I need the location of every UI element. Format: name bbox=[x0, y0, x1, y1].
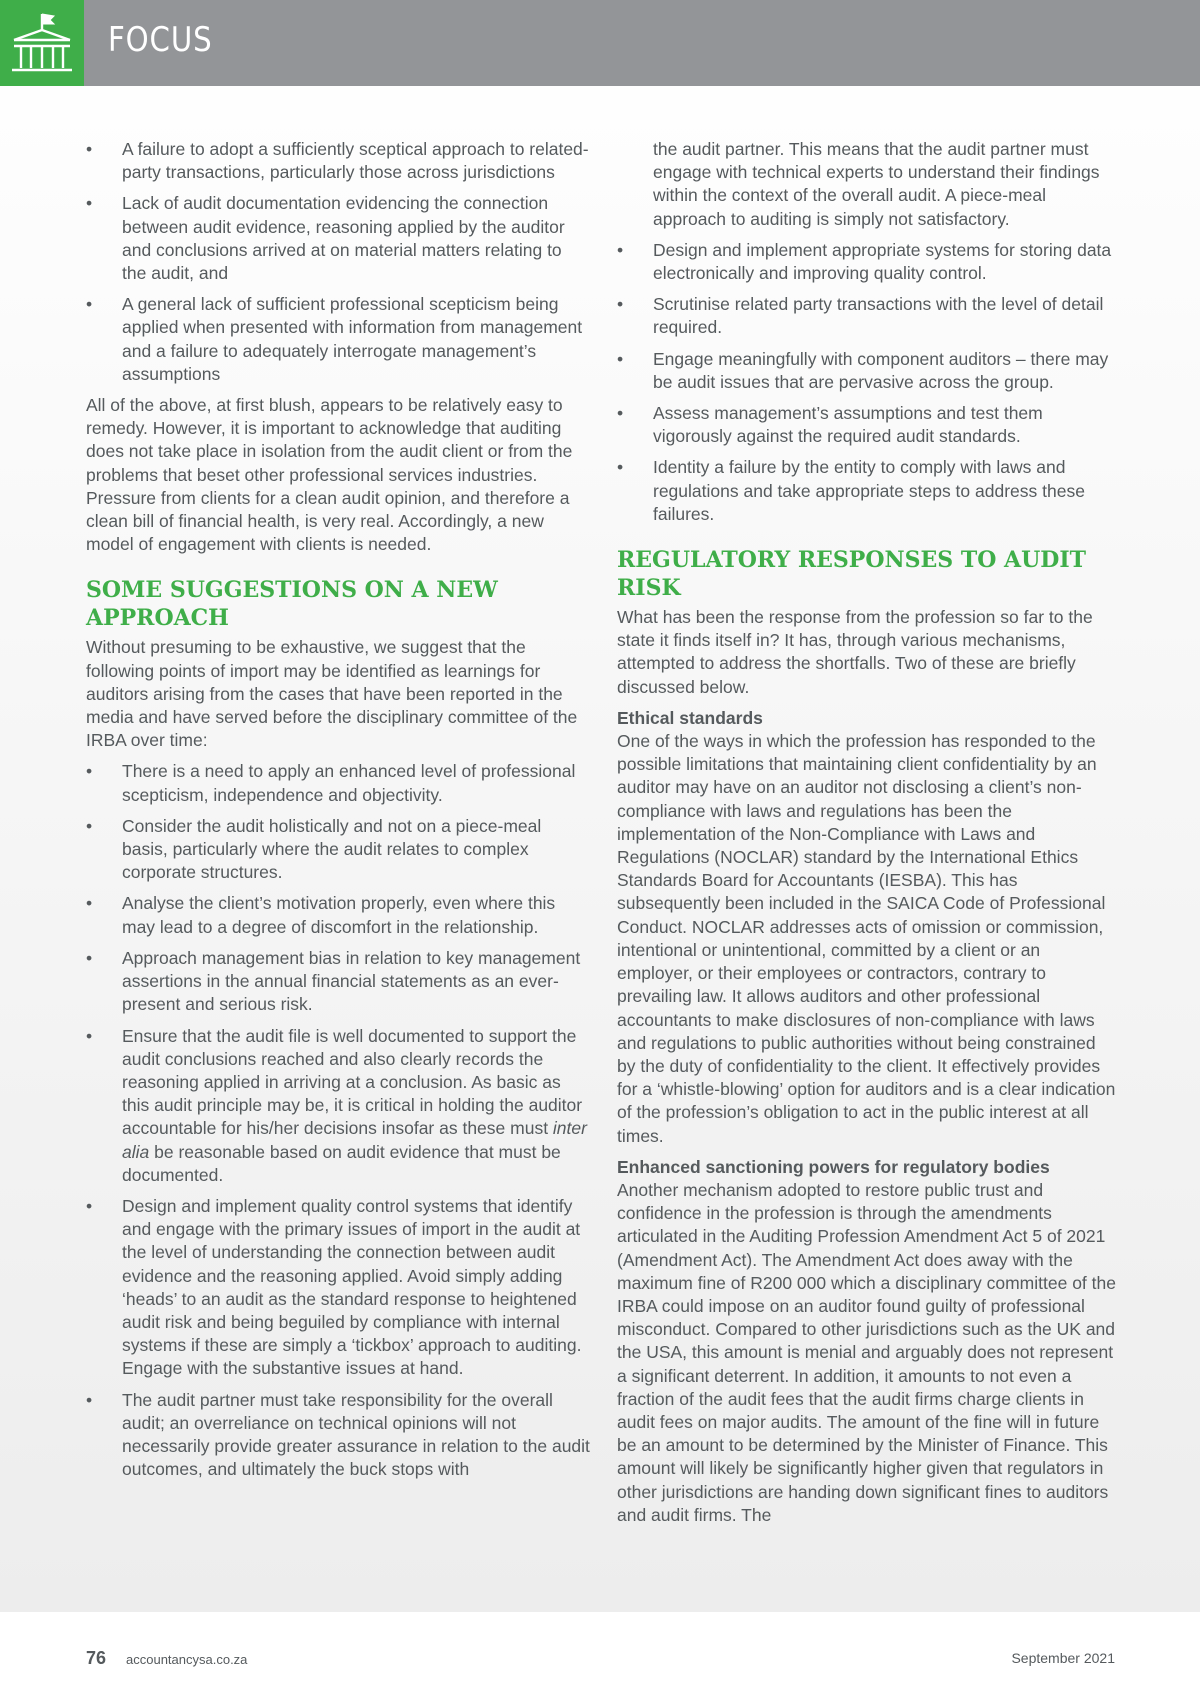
sanctions-paragraph: Another mechanism adopted to restore public trust and confidence in the profession is through the amendments articulated in the Auditing Profession Amendment Act 5 of 2021 (Amendment Act). The Amendment Act does away with the maximum fine of R200 000 which a disciplinary committee of the IRBA could impose on an auditor found guilty of professional misconduct. Compared to other jurisdictions such as the UK and the USA, this amount is menial and arguably does not represent a significant deterrent. In addition, it amounts to not even a fraction of the audit fees that the audit firms charge clients in audit fees on major audits. The amount of the fine will in future be an amount to be determined by the Minister of Finance. This amount will likely be significantly higher given that regulators in other jurisdictions are handing down significant fines to auditors and audit firms. The bbox=[617, 1179, 1116, 1525]
bullet-icon: • bbox=[617, 239, 624, 260]
footer bbox=[0, 1612, 1200, 1696]
page-number: 76 bbox=[86, 1648, 107, 1668]
list-item-text: Lack of audit documentation evidencing the connection between audit evidence, reasoning applied by the auditor and conclusions arrived at on material matters relating to the audit, and bbox=[122, 193, 565, 284]
suggestions-intro: Without presuming to be exhaustive, we suggest that the following points of import may be identified as learnings for auditors arising from the cases that have been reported in the media and have served before the disciplinary committee of the IRBA over time: bbox=[86, 637, 578, 751]
failure-bullet-list bbox=[86, 138, 590, 386]
list-item bbox=[86, 947, 590, 1017]
list-item bbox=[86, 892, 590, 938]
list-item bbox=[86, 1389, 590, 1482]
list-item-text: Design and implement appropriate systems for storing data electronically and improving quality control. bbox=[653, 239, 1112, 284]
list-item bbox=[617, 239, 1117, 285]
list-item bbox=[617, 402, 1117, 448]
list-item-text: Engage meaningfully with component auditors – there may be audit issues that are pervasive across the group. bbox=[653, 348, 1109, 392]
left-column bbox=[86, 138, 590, 1489]
issue-date: September 2021 bbox=[1011, 1650, 1115, 1666]
bullet-icon: • bbox=[86, 947, 93, 968]
bullet-icon: • bbox=[617, 294, 624, 315]
list-item bbox=[86, 760, 590, 806]
bullet-icon: • bbox=[86, 1389, 93, 1410]
bullet-icon: • bbox=[617, 403, 624, 424]
list-item bbox=[617, 348, 1117, 394]
list-item bbox=[86, 1025, 590, 1187]
list-item-text: Consider the audit holistically and not on a piece-meal basis, particularly where the audit relates to complex corporate structures. bbox=[122, 815, 542, 883]
list-item-text: Approach management bias in relation to key management assertions in the annual financial statements as an ever-present and serious risk. bbox=[122, 947, 581, 1015]
bullet-icon: • bbox=[86, 193, 93, 214]
recommendations-bullet-list bbox=[617, 239, 1117, 526]
list-item bbox=[86, 1195, 590, 1381]
continued-bullet-text: the audit partner. This means that the audit partner must engage with technical experts to understand their findings within the context of the overall audit. A piece-meal approach to auditing is simply not satisfactory. bbox=[653, 139, 1100, 229]
list-item-text: Scrutinise related party transactions with the level of detail required. bbox=[653, 294, 1104, 338]
section-heading-new-approach: SOME SUGGESTIONS ON A NEW APPROACH bbox=[86, 577, 498, 632]
list-item-text: Assess management’s assumptions and test them vigorously against the required audit standards. bbox=[653, 403, 1043, 447]
logo-box bbox=[0, 0, 84, 86]
list-item-text: Identity a failure by the entity to comply with laws and regulations and take appropriate steps to address these failures. bbox=[653, 457, 1085, 524]
bullet-icon: • bbox=[86, 893, 93, 914]
bullet-icon: • bbox=[86, 139, 93, 159]
list-item-text: A general lack of sufficient professional scepticism being applied when presented with information from management and a failure to adequately interrogate management’s assumptions bbox=[122, 294, 583, 384]
list-item-text: Design and implement quality control systems that identify and engage with the primary issues of import in the audit at the level of understanding the connection between audit evidence and the reasoning applied. Avoid simply adding ‘heads’ to an audit as the standard response to heightened audit risk and being beguiled by compliance with internal systems if these are simply a ‘tickbox’ approach to auditing. Engage with the substantive issues at hand. bbox=[122, 1195, 582, 1379]
bullet-icon: • bbox=[86, 294, 93, 315]
bullet-icon: • bbox=[617, 457, 624, 478]
bullet-icon: • bbox=[86, 1195, 93, 1216]
list-item-text: A failure to adopt a sufficiently sceptical approach to related-party transactions, particularly those across jurisdictions bbox=[122, 139, 589, 183]
bullet-icon: • bbox=[86, 761, 93, 782]
section-title: FOCUS bbox=[108, 20, 213, 60]
right-column bbox=[617, 138, 1117, 1535]
list-item bbox=[86, 138, 590, 184]
list-item-text: There is a need to apply an enhanced level of professional scepticism, independence and objectivity. bbox=[122, 761, 576, 805]
list-item bbox=[86, 815, 590, 885]
regulatory-intro: What has been the response from the profession so far to the state it finds itself in? It has, through various mechanisms, attempted to address the shortfalls. Two of these are briefly discussed below. bbox=[617, 607, 1093, 697]
list-item-text bbox=[122, 1026, 587, 1185]
list-item bbox=[617, 293, 1117, 339]
bullet-icon: • bbox=[86, 1025, 93, 1046]
section-heading-regulatory: REGULATORY RESPONSES TO AUDIT RISK bbox=[617, 547, 1087, 602]
list-item-text: The audit partner must take responsibility for the overall audit; an overreliance on technical opinions will not necessarily provide greater assurance in relation to the audit outcomes, and ultimately the buck stops with bbox=[122, 1389, 590, 1480]
website-link[interactable]: accountancysa.co.za bbox=[126, 1652, 248, 1667]
body-paragraph: All of the above, at first blush, appears to be relatively easy to remedy. However, it is important to acknowledge that auditing does not take place in isolation from the audit client or from the problems that beset other professional services industries. Pressure from clients for a clean audit opinion, and therefore a clean bill of financial health, is very real. Accordingly, a new model of engagement with clients is needed. bbox=[86, 395, 573, 555]
list-item bbox=[86, 293, 590, 386]
subheading-sanctioning-powers: Enhanced sanctioning powers for regulatory bodies bbox=[617, 1156, 1050, 1177]
ethics-paragraph: One of the ways in which the profession has responded to the possible limitations that maintaining client confidentiality by an auditor may have on an auditor not disclosing a client’s non-compliance with laws and regulations has been the implementation of the Non-Compliance with Laws and Regulations (NOCLAR) standard by the International Ethics Standards Board for Accountants (IESBA). This has subsequently been included in the SAICA Code of Professional Conduct. NOCLAR addresses acts of omission or commission, intentional or unintentional, committed by a client or an employer, or their employees or contractors, contrary to prevailing law. It allows auditors and other professional accountants to make disclosures of non-compliance with laws and regulations to public authorities without being constrained by the duty of confidentiality to the client. It effectively provides for a ‘whistle-blowing’ option for auditors and is a clear indication of the profession’s obligation to act in the public interest at all times. bbox=[617, 731, 1116, 1146]
list-item bbox=[86, 192, 590, 285]
subheading-ethical-standards: Ethical standards bbox=[617, 707, 763, 728]
documented-text-italic: inter alia bbox=[122, 1118, 587, 1162]
bullet-icon: • bbox=[86, 815, 93, 836]
suggestions-bullet-list bbox=[86, 760, 590, 1481]
building-flag-icon bbox=[10, 10, 74, 76]
list-item bbox=[617, 456, 1117, 526]
documented-text-after: be reasonable based on audit evidence that must be documented. bbox=[122, 1141, 561, 1185]
list-item-text: Analyse the client’s motivation properly, even where this may lead to a degree of discomfort in the relationship. bbox=[122, 893, 556, 937]
header-bar bbox=[0, 0, 1200, 86]
bullet-icon: • bbox=[617, 348, 624, 369]
documented-text-before: Ensure that the audit file is well documented to support the audit conclusions reached and also clearly records the reasoning applied in arriving at a conclusion. As basic as this audit principle may be, it is critical in holding the auditor accountable for his/her decisions insofar as these must bbox=[122, 1025, 583, 1139]
